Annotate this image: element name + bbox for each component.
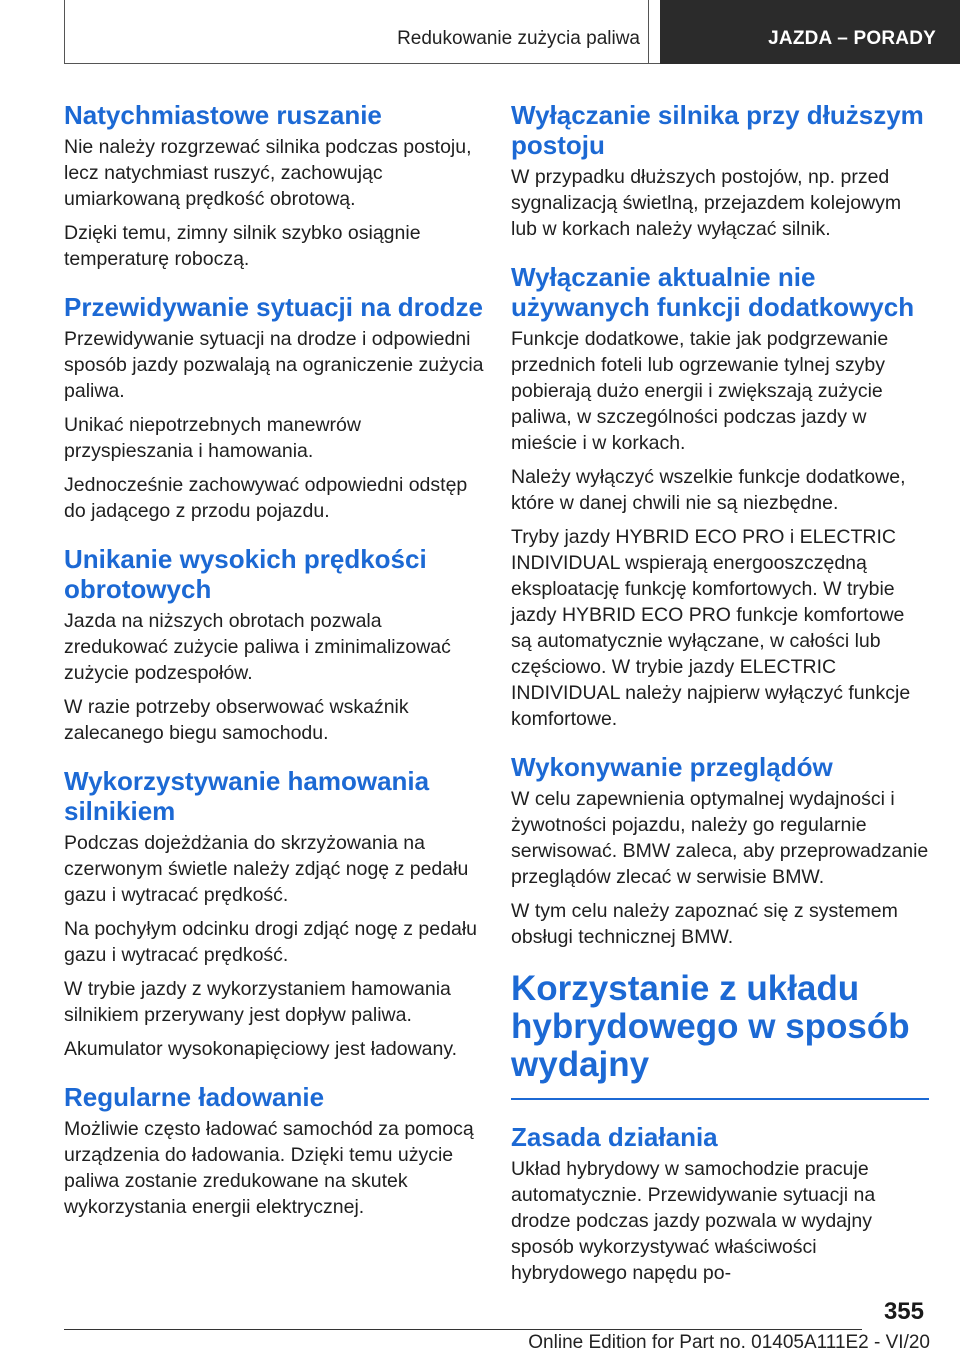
section-heading: Unikanie wysokich prędkości obrotowych <box>64 544 427 604</box>
section-unikanie-predkosci <box>64 544 484 746</box>
paragraph: Jednocześnie zachowywać odpowiedni odstęp do jadącego z przodu pojazdu. <box>64 474 468 522</box>
header-rule-bottom <box>64 63 660 64</box>
section-heading: Wyłączanie silnika przy dłuższym postoju <box>511 100 924 160</box>
section-heading: Przewidywanie sytuacji na drodze <box>64 292 484 322</box>
paragraph: W celu zapewnienia optymalnej wydajności i żywotności pojazdu, należy go regularnie serwisować. BMW zaleca, aby przeprowadzanie przeglądów zlecać w serwisie BMW. <box>511 788 929 888</box>
paragraph: W razie potrzeby obserwować wskaźnik zalecanego biegu samochodu. <box>64 696 409 744</box>
right-column <box>511 100 929 1306</box>
paragraph: Dzięki temu, zimny silnik szybko osiągnie temperaturę roboczą. <box>64 222 421 270</box>
section-heading: Wykonywanie przeglądów <box>511 752 833 782</box>
section-heading: Wykorzystywanie hamowania silnikiem <box>64 766 430 826</box>
section-heading: Natychmiastowe ruszanie <box>64 100 382 130</box>
section-natychmiastowe-ruszanie <box>64 100 484 272</box>
page-number: 355 <box>883 1298 924 1325</box>
paragraph: Tryby jazdy HYBRID ECO PRO i ELECTRIC INDIVIDUAL wspierają energooszczędną eksploatację funkcję komfortowych. W trybie jazdy HYBRID ECO PRO funkcje komfortowe są automatycznie wyłączane, w całości lub częściowo. W trybie jazdy ELECTRIC INDIVIDUAL należy najpierw wyłączyć funkcje komfortowe. <box>511 526 911 730</box>
section-przewidywanie-sytuacji <box>64 292 484 524</box>
footer-edition: Online Edition for Part no. 01405A111E2 - VI/20 <box>528 1332 930 1353</box>
header-section-title: Redukowanie zużycia paliwa <box>397 28 640 49</box>
paragraph: W przypadku dłuższych postojów, np. przed sygnalizacją świetlną, przejazdem kolejowym lub w korkach należy wyłączać silnik. <box>511 166 902 240</box>
left-column <box>64 100 484 1240</box>
paragraph: Akumulator wysokonapięciowy jest ładowany. <box>64 1038 458 1060</box>
major-heading-rule <box>511 1098 929 1100</box>
paragraph: Podczas dojeżdżania do skrzyżowania na czerwonym świetle należy zdjąć nogę z pedału gazu i wytracać prędkość. <box>64 832 469 906</box>
paragraph: Na pochyłym odcinku drogi zdjąć nogę z pedału gazu i wytracać prędkość. <box>64 918 477 966</box>
header-chapter-tab: JAZDA – PORADY <box>660 0 960 64</box>
section-przeglady <box>511 752 929 950</box>
major-heading: Korzystanie z układu hybrydowego w sposób wydajny <box>511 969 910 1084</box>
paragraph: Jazda na niższych obrotach pozwala zredukować zużycie paliwa i zminimalizować zużycie podzespołów. <box>64 610 451 684</box>
section-heading: Regularne ładowanie <box>64 1082 325 1112</box>
section-wylaczanie-silnika <box>511 100 929 242</box>
paragraph: Należy wyłączyć wszelkie funkcje dodatkowe, które w danej chwili nie są niezbędne. <box>511 466 906 514</box>
header-rule-left <box>64 0 65 64</box>
section-hamowanie-silnikiem <box>64 766 484 1062</box>
section-regularne-ladowanie <box>64 1082 484 1220</box>
paragraph: Możliwie często ładować samochód za pomocą urządzenia do ładowania. Dzięki temu użycie paliwa zostanie zredukowane na skutek wykorzystania energii elektrycznej. <box>64 1118 474 1218</box>
paragraph: Funkcje dodatkowe, takie jak podgrzewanie przednich foteli lub ogrzewanie tylnej szyby pobierają dużo energii i zwiększają zużycie paliwa, w szczególności podczas jazdy w mieście i w korkach. <box>511 328 889 454</box>
header-rule-mid <box>648 0 649 64</box>
paragraph: Unikać niepotrzebnych manewrów przyspieszania i hamowania. <box>64 414 361 462</box>
section-heading: Wyłączanie aktualnie nie używanych funkcji dodatkowych <box>511 262 915 322</box>
section-funkcje-dodatkowe <box>511 262 929 732</box>
section-zasada-dzialania <box>511 1122 929 1286</box>
footer-rule <box>64 1329 862 1330</box>
paragraph: Nie należy rozgrzewać silnika podczas postoju, lecz natychmiast ruszyć, zachowując umiarkowaną prędkość obrotową. <box>64 136 472 210</box>
section-heading: Zasada działania <box>511 1121 718 1152</box>
paragraph: Układ hybrydowy w samochodzie pracuje automatycznie. Przewidywanie sytuacji na drodze podczas jazdy pozwala w wydajny sposób wykorzystywać właściwości hybrydowego napędu po- <box>511 1157 876 1284</box>
paragraph: W trybie jazdy z wykorzystaniem hamowania silnikiem przerywany jest dopływ paliwa. <box>64 978 451 1026</box>
paragraph: W tym celu należy zapoznać się z systemem obsługi technicznej BMW. <box>511 900 898 948</box>
page-header <box>0 0 960 66</box>
paragraph: Przewidywanie sytuacji na drodze i odpowiedni sposób jazdy pozwalają na ograniczenie zużycia paliwa. <box>64 328 484 402</box>
